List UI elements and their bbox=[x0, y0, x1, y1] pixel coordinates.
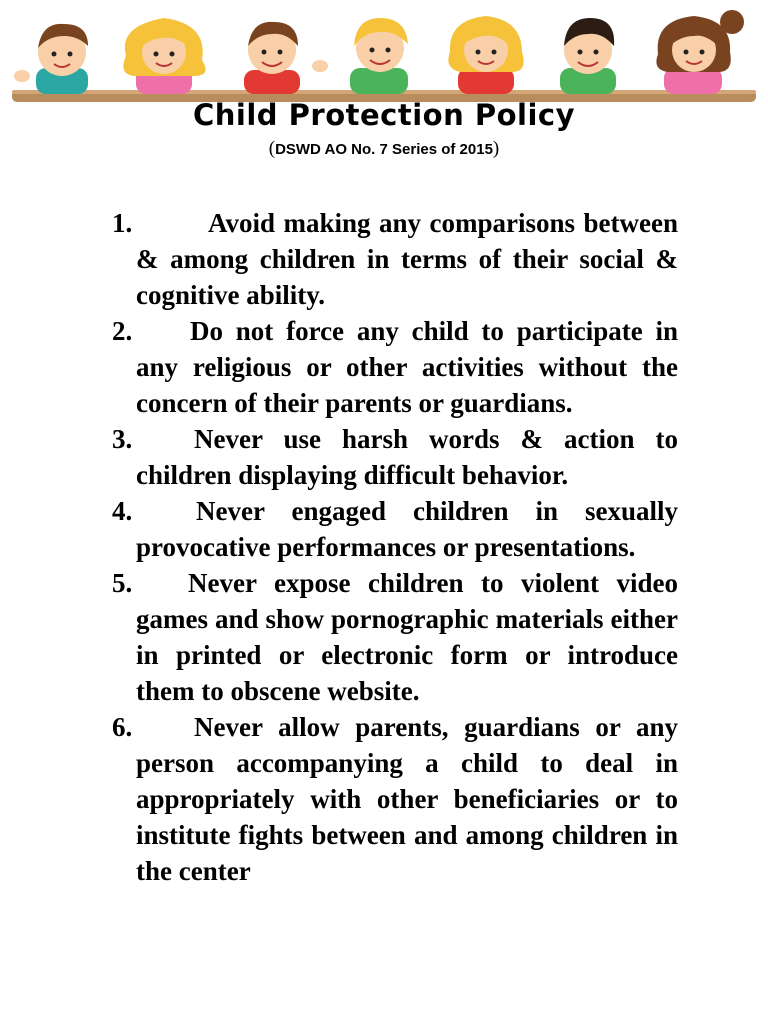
subtitle-close-paren: ) bbox=[492, 138, 500, 159]
children-banner-image bbox=[8, 6, 760, 106]
policy-item-text: Never engaged children in sexually provocative performances or presentations. bbox=[136, 496, 678, 562]
policy-item-text: Do not force any child to participate in any religious or other activities without the concern of their parents or guardians. bbox=[136, 316, 678, 418]
policy-item-number: 2. bbox=[112, 316, 133, 346]
subtitle-text: DSWD AO No. 7 Series of 2015 bbox=[275, 141, 493, 158]
policy-item-number: 6. bbox=[112, 712, 133, 742]
policy-item-number: 1. bbox=[112, 208, 133, 238]
policy-item bbox=[112, 493, 678, 565]
policy-item bbox=[112, 205, 678, 313]
policy-item-text: Never expose children to violent video games and show pornographic materials either in printed or electronic form or introduce them to obscene website. bbox=[136, 568, 678, 706]
policy-item-number: 4. bbox=[112, 496, 133, 526]
policy-item bbox=[112, 565, 678, 709]
policy-item-number: 5. bbox=[112, 568, 133, 598]
children-cartoon-banner-icon bbox=[8, 6, 760, 106]
policy-item bbox=[112, 709, 678, 889]
policy-item-text: Never use harsh words & action to children displaying difficult behavior. bbox=[136, 424, 678, 490]
page-title: Child Protection Policy bbox=[193, 98, 575, 132]
page-subtitle bbox=[0, 136, 768, 163]
policy-item bbox=[112, 313, 678, 421]
policy-item-number: 3. bbox=[112, 424, 133, 454]
policy-list bbox=[112, 205, 678, 889]
subtitle-open-paren: ( bbox=[268, 138, 276, 159]
policy-item-text: Never allow parents, guardians or any person accompanying a child to deal in appropriately with other beneficiaries or to institute fights between and among children in the center bbox=[136, 712, 678, 886]
policy-item bbox=[112, 421, 678, 493]
policy-item-text: Avoid making any comparisons between & among children in terms of their social & cognitive ability. bbox=[136, 208, 678, 310]
